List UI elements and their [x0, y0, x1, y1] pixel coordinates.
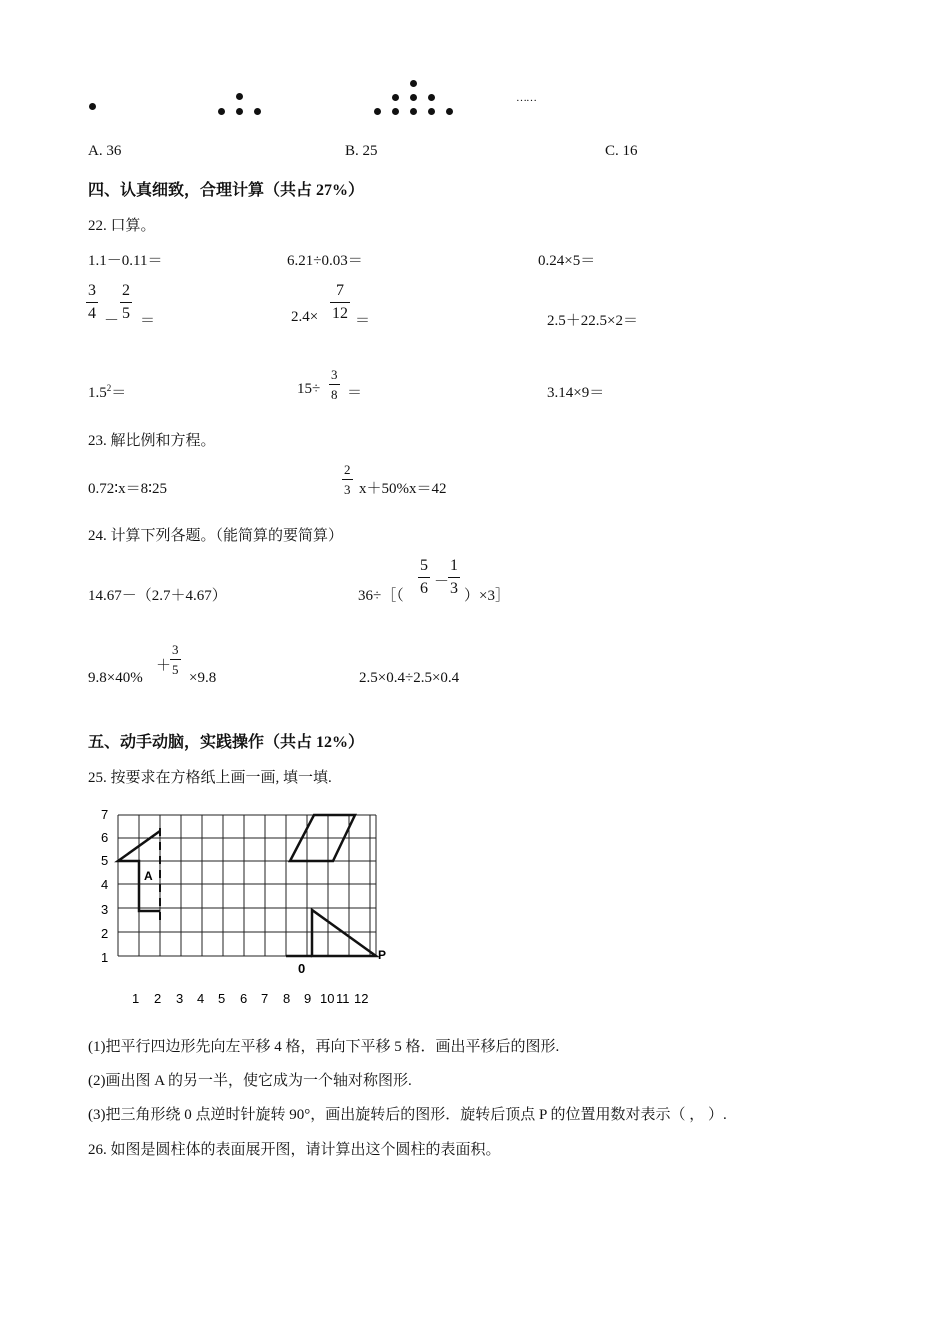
q22-r2c1-fraction-1: 3 4: [88, 282, 96, 322]
q22-r2c2-eq: ＝: [355, 313, 371, 329]
y-label-3: 3: [101, 902, 109, 917]
option-c: C. 16: [605, 143, 638, 159]
q22-r2c1-op: －: [104, 313, 120, 329]
pattern-3-dot: [410, 94, 417, 101]
q22-title: 22. 口算。: [88, 218, 156, 234]
pattern-3-dot: [392, 108, 399, 115]
q24-p3-op: ＋: [156, 658, 172, 674]
q24-p3-fraction: 3 5: [172, 642, 179, 677]
q22-r3c3: 3.14×9＝: [547, 385, 605, 401]
q24-p2-op: －: [434, 574, 450, 590]
x-label-3: 3: [176, 991, 184, 1006]
q24-title: 24. 计算下列各题。（能简算的要简算）: [88, 528, 344, 544]
y-label-2: 2: [101, 926, 109, 941]
x-label-8: 8: [283, 991, 291, 1006]
q22-r2c3: 2.5＋22.5×2＝: [547, 313, 638, 329]
pattern-3-dot: [392, 94, 399, 101]
q22-r2c1-eq: ＝: [140, 313, 156, 329]
pattern-ellipsis: ……: [516, 92, 536, 104]
q25-task-3: (3)把三角形绕 0 点逆时针旋转 90°，画出旋转后的图形．旋转后顶点 P 的位置用数对表示（ ， ）.: [88, 1107, 727, 1123]
q22-r3c1: [88, 381, 126, 402]
pattern-1-dot: [89, 103, 96, 110]
q25-task-1: (1)把平行四边形先向左平移 4 格，再向下平移 5 格．画出平移后的图形.: [88, 1039, 560, 1055]
q22-r1c3: 0.24×5＝: [538, 253, 596, 269]
q22-r1c2: 6.21÷0.03＝: [287, 253, 363, 269]
q24-p2-fraction-2: 1 3: [450, 557, 458, 597]
q22-r2c1-fraction-2: 2 5: [122, 282, 130, 322]
q24-problem-4: 2.5×0.4÷2.5×0.4: [359, 670, 460, 686]
q22-r3c1-base: 1.5: [88, 385, 107, 401]
q23-equation-2: x＋50%x＝42: [359, 481, 447, 497]
q22-r3c2-eq: ＝: [347, 385, 363, 401]
pattern-3-dot: [428, 108, 435, 115]
y-label-4: 4: [101, 877, 109, 892]
q22-r3c2-pre: 15÷: [297, 381, 321, 397]
q22-r2c2-fraction: 7 12: [332, 282, 348, 322]
q22-r3c1-eq: ＝: [111, 385, 127, 401]
pattern-3-dot: [410, 80, 417, 87]
y-label-1: 1: [101, 950, 109, 965]
option-a: A. 36: [88, 143, 122, 159]
q24-p3-post: ×9.8: [189, 670, 217, 686]
q24-p2-fraction-1: 5 6: [420, 557, 428, 597]
pattern-3-dot: [374, 108, 381, 115]
q25-title: 25. 按要求在方格纸上画一画, 填一填.: [88, 770, 332, 786]
option-b: B. 25: [345, 143, 378, 159]
figure-a-label: A: [144, 869, 153, 883]
q23-title: 23. 解比例和方程。: [88, 433, 216, 449]
point-o-label: 0: [298, 961, 306, 976]
x-label-10: 10: [320, 991, 335, 1006]
x-label-9: 9: [304, 991, 312, 1006]
q24-p2-post: ）×3］: [464, 588, 510, 604]
x-label-12: 12: [354, 991, 369, 1006]
pattern-2-dot: [236, 93, 243, 100]
x-label-5: 5: [218, 991, 226, 1006]
y-label-6: 6: [101, 830, 109, 845]
x-label-2: 2: [154, 991, 162, 1006]
q23-equation-1: 0.72∶x＝8∶25: [88, 481, 168, 497]
q24-problem-1: 14.67－（2.7＋4.67）: [88, 588, 227, 604]
x-label-7: 7: [261, 991, 269, 1006]
q26-title: 26. 如图是圆柱体的表面展开图，请计算出这个圆柱的表面积。: [88, 1142, 501, 1158]
pattern-2-dot: [236, 108, 243, 115]
pattern-2-dot: [254, 108, 261, 115]
point-p-label: P: [378, 948, 387, 962]
pattern-3-dot: [446, 108, 453, 115]
pattern-3-dot: [410, 108, 417, 115]
q25-task-2: (2)画出图 A 的另一半，使它成为一个轴对称图形.: [88, 1073, 412, 1089]
q22-r3c2-fraction: 3 8: [331, 367, 338, 402]
x-label-11: 11: [336, 991, 350, 1006]
y-label-5: 5: [101, 853, 109, 868]
q22-r2c2-pre: 2.4×: [291, 309, 319, 325]
x-label-6: 6: [240, 991, 248, 1006]
q22-r3c1-exponent: 2: [106, 383, 112, 393]
q22-r1c1: 1.1－0.11＝: [88, 253, 163, 269]
x-label-1: 1: [132, 991, 140, 1006]
grid-figure: [96, 806, 396, 1006]
section-4-title: 四、认真细致，合理计算（共占 27%）: [88, 182, 365, 199]
triangle: [312, 910, 376, 956]
q23-eq2-fraction: 2 3: [344, 462, 351, 497]
q24-p3-pre: 9.8×40%: [88, 670, 143, 686]
pattern-3-dot: [428, 94, 435, 101]
grid-lines: [118, 815, 376, 956]
x-label-4: 4: [197, 991, 205, 1006]
pattern-2-dot: [218, 108, 225, 115]
section-5-title: 五、动手动脑，实践操作（共占 12%）: [88, 734, 365, 751]
q24-p2-pre: 36÷［（: [358, 588, 404, 604]
y-label-7: 7: [101, 807, 109, 822]
